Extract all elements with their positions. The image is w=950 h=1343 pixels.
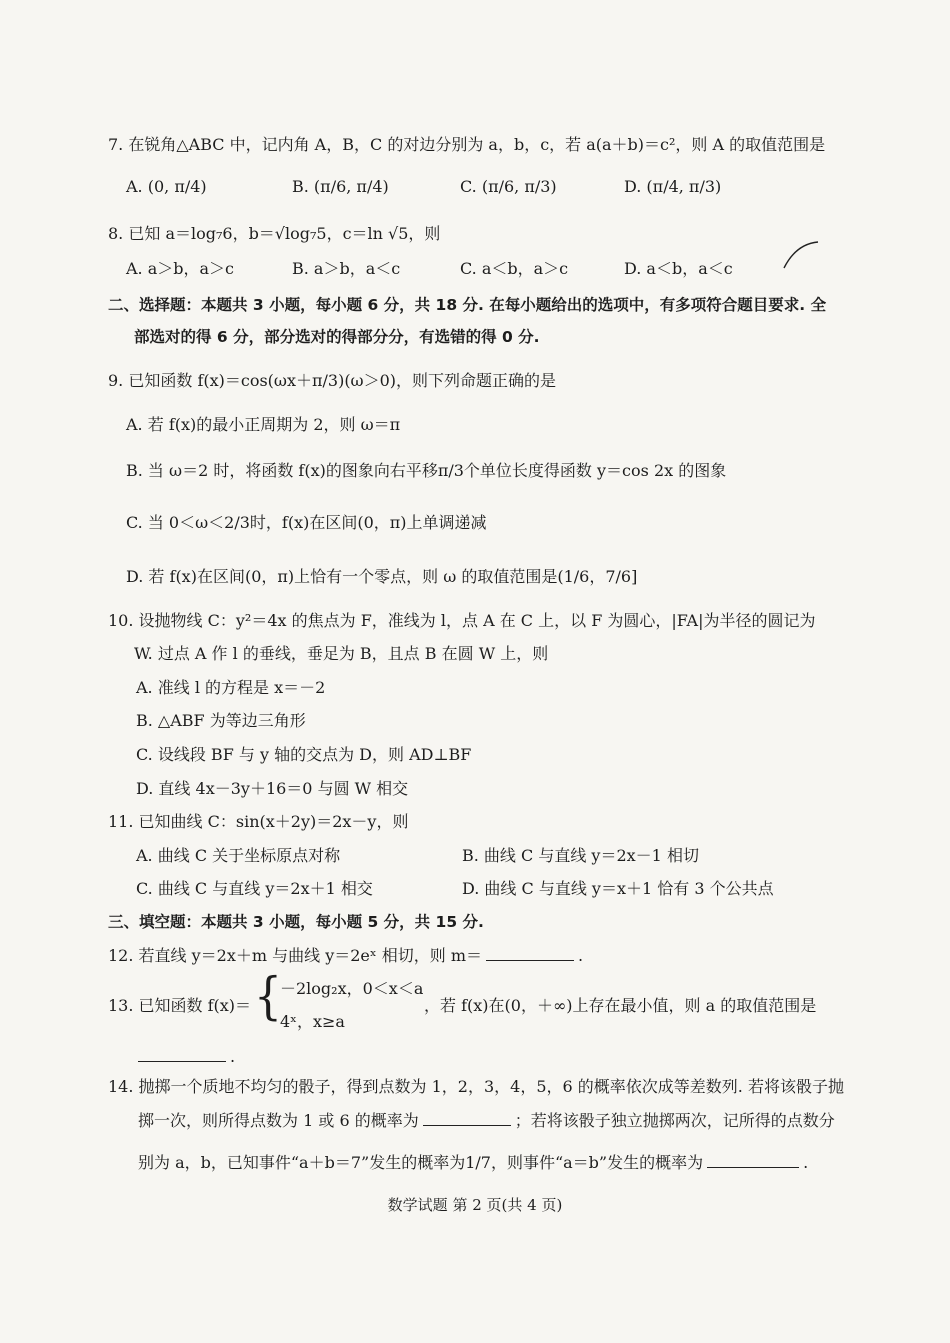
q7-option-c: C. (π/6, π/3) [460, 177, 557, 196]
q10-stem-line-1: 10. 设抛物线 C：y²＝4x 的焦点为 F，准线为 l，点 A 在 C 上，以 F 为圆心，|FA|为半径的圆记为 [108, 611, 816, 630]
q14-line-2-text-a: 掷一次，则所得点数为 1 或 6 的概率为 [138, 1111, 419, 1130]
q14-answer-blank-2[interactable] [707, 1152, 799, 1168]
q9-option-c: C. 当 0＜ω＜2/3时，f(x)在区间(0，π)上单调递减 [126, 513, 487, 532]
q10-option-c: C. 设线段 BF 与 y 轴的交点为 D，则 AD⊥BF [136, 745, 472, 764]
q8-option-a: A. a＞b，a＞c [126, 259, 235, 278]
q8-option-c: C. a＜b，a＞c [460, 259, 569, 278]
q10-stem-line-2: W. 过点 A 作 l 的垂线，垂足为 B，且点 B 在圆 W 上，则 [134, 644, 549, 663]
q13-tail: ，若 f(x)在(0，＋∞)上存在最小值，则 a 的取值范围是 [424, 996, 817, 1015]
section-3-heading: 三、填空题：本题共 3 小题，每小题 5 分，共 15 分. [108, 913, 484, 931]
q13-answer-blank[interactable] [138, 1046, 226, 1062]
q14-line-3 [138, 1152, 808, 1174]
q7-stem: 7. 在锐角△ABC 中，记内角 A，B，C 的对边分别为 a，b，c，若 a(a＋b)＝c²，则 A 的取值范围是 [108, 135, 826, 154]
q13-lead: 13. 已知函数 f(x)＝ [108, 996, 252, 1015]
q8-stem: 8. 已知 a＝log₇6，b＝√log₇5，c＝ln √5，则 [108, 224, 441, 243]
q9-option-b: B. 当 ω＝2 时，将函数 f(x)的图象向右平移π/3个单位长度得函数 y＝cos 2x 的图象 [126, 461, 727, 480]
q13-answer-line [138, 1046, 235, 1068]
q7-option-d: D. (π/4, π/3) [624, 177, 722, 196]
q9-option-a: A. 若 f(x)的最小正周期为 2，则 ω＝π [126, 415, 401, 434]
q12-text: 12. 若直线 y＝2x＋m 与曲线 y＝2eˣ 相切，则 m＝ [108, 946, 483, 965]
q14-period: . [803, 1153, 809, 1172]
q11-option-d: D. 曲线 C 与直线 y＝x＋1 恰有 3 个公共点 [462, 879, 774, 898]
q8-option-b: B. a＞b，a＜c [292, 259, 401, 278]
q10-option-a: A. 准线 l 的方程是 x＝－2 [136, 678, 326, 697]
q13-case-2: 4ˣ，x≥a [280, 1012, 345, 1031]
section-2-heading-line-2: 部选对的得 6 分，部分选对的得部分分，有选错的得 0 分. [134, 328, 540, 346]
q11-option-c: C. 曲线 C 与直线 y＝2x＋1 相交 [136, 879, 373, 898]
pen-mark [782, 238, 822, 270]
section-2-heading-line-1: 二、选择题：本题共 3 小题，每小题 6 分，共 18 分. 在每小题给出的选项中，有多项符合题目要求. 全 [108, 296, 827, 314]
q14-line-2 [138, 1110, 835, 1132]
q13-case-1: －2log₂x，0＜x＜a [280, 979, 424, 998]
q8-option-d: D. a＜b，a＜c [624, 259, 733, 278]
q11-option-b: B. 曲线 C 与直线 y＝2x－1 相切 [462, 846, 699, 865]
q10-option-b: B. △ABF 为等边三角形 [136, 711, 306, 730]
q7-option-a: A. (0, π/4) [126, 177, 207, 196]
q11-stem: 11. 已知曲线 C：sin(x＋2y)＝2x－y，则 [108, 812, 409, 831]
q14-line-2-text-b: ；若将该骰子独立抛掷两次，记所得的点数分 [514, 1111, 835, 1130]
q12-stem [108, 945, 583, 967]
page-footer: 数学试题 第 2 页(共 4 页) [387, 1196, 563, 1214]
q10-option-d: D. 直线 4x－3y＋16＝0 与圆 W 相交 [136, 779, 409, 798]
q14-line-3-text-a: 别为 a，b，已知事件“a＋b＝7”发生的概率为1/7，则事件“a＝b”发生的概率为 [138, 1153, 704, 1172]
q11-option-a: A. 曲线 C 关于坐标原点对称 [136, 846, 341, 865]
q13-period: . [230, 1047, 236, 1066]
q12-answer-blank[interactable] [486, 945, 574, 961]
q9-option-d: D. 若 f(x)在区间(0，π)上恰有一个零点，则 ω 的取值范围是(1/6，7/6] [126, 567, 638, 586]
q12-period: . [578, 946, 584, 965]
q14-answer-blank-1[interactable] [423, 1110, 511, 1126]
q9-stem: 9. 已知函数 f(x)＝cos(ωx＋π/3)(ω＞0)，则下列命题正确的是 [108, 371, 557, 390]
piecewise-brace: { [254, 967, 282, 1026]
q7-option-b: B. (π/6, π/4) [292, 177, 389, 196]
q14-line-1: 14. 抛掷一个质地不均匀的骰子，得到点数为 1，2，3，4，5，6 的概率依次成等差数列. 若将该骰子抛 [108, 1077, 844, 1096]
